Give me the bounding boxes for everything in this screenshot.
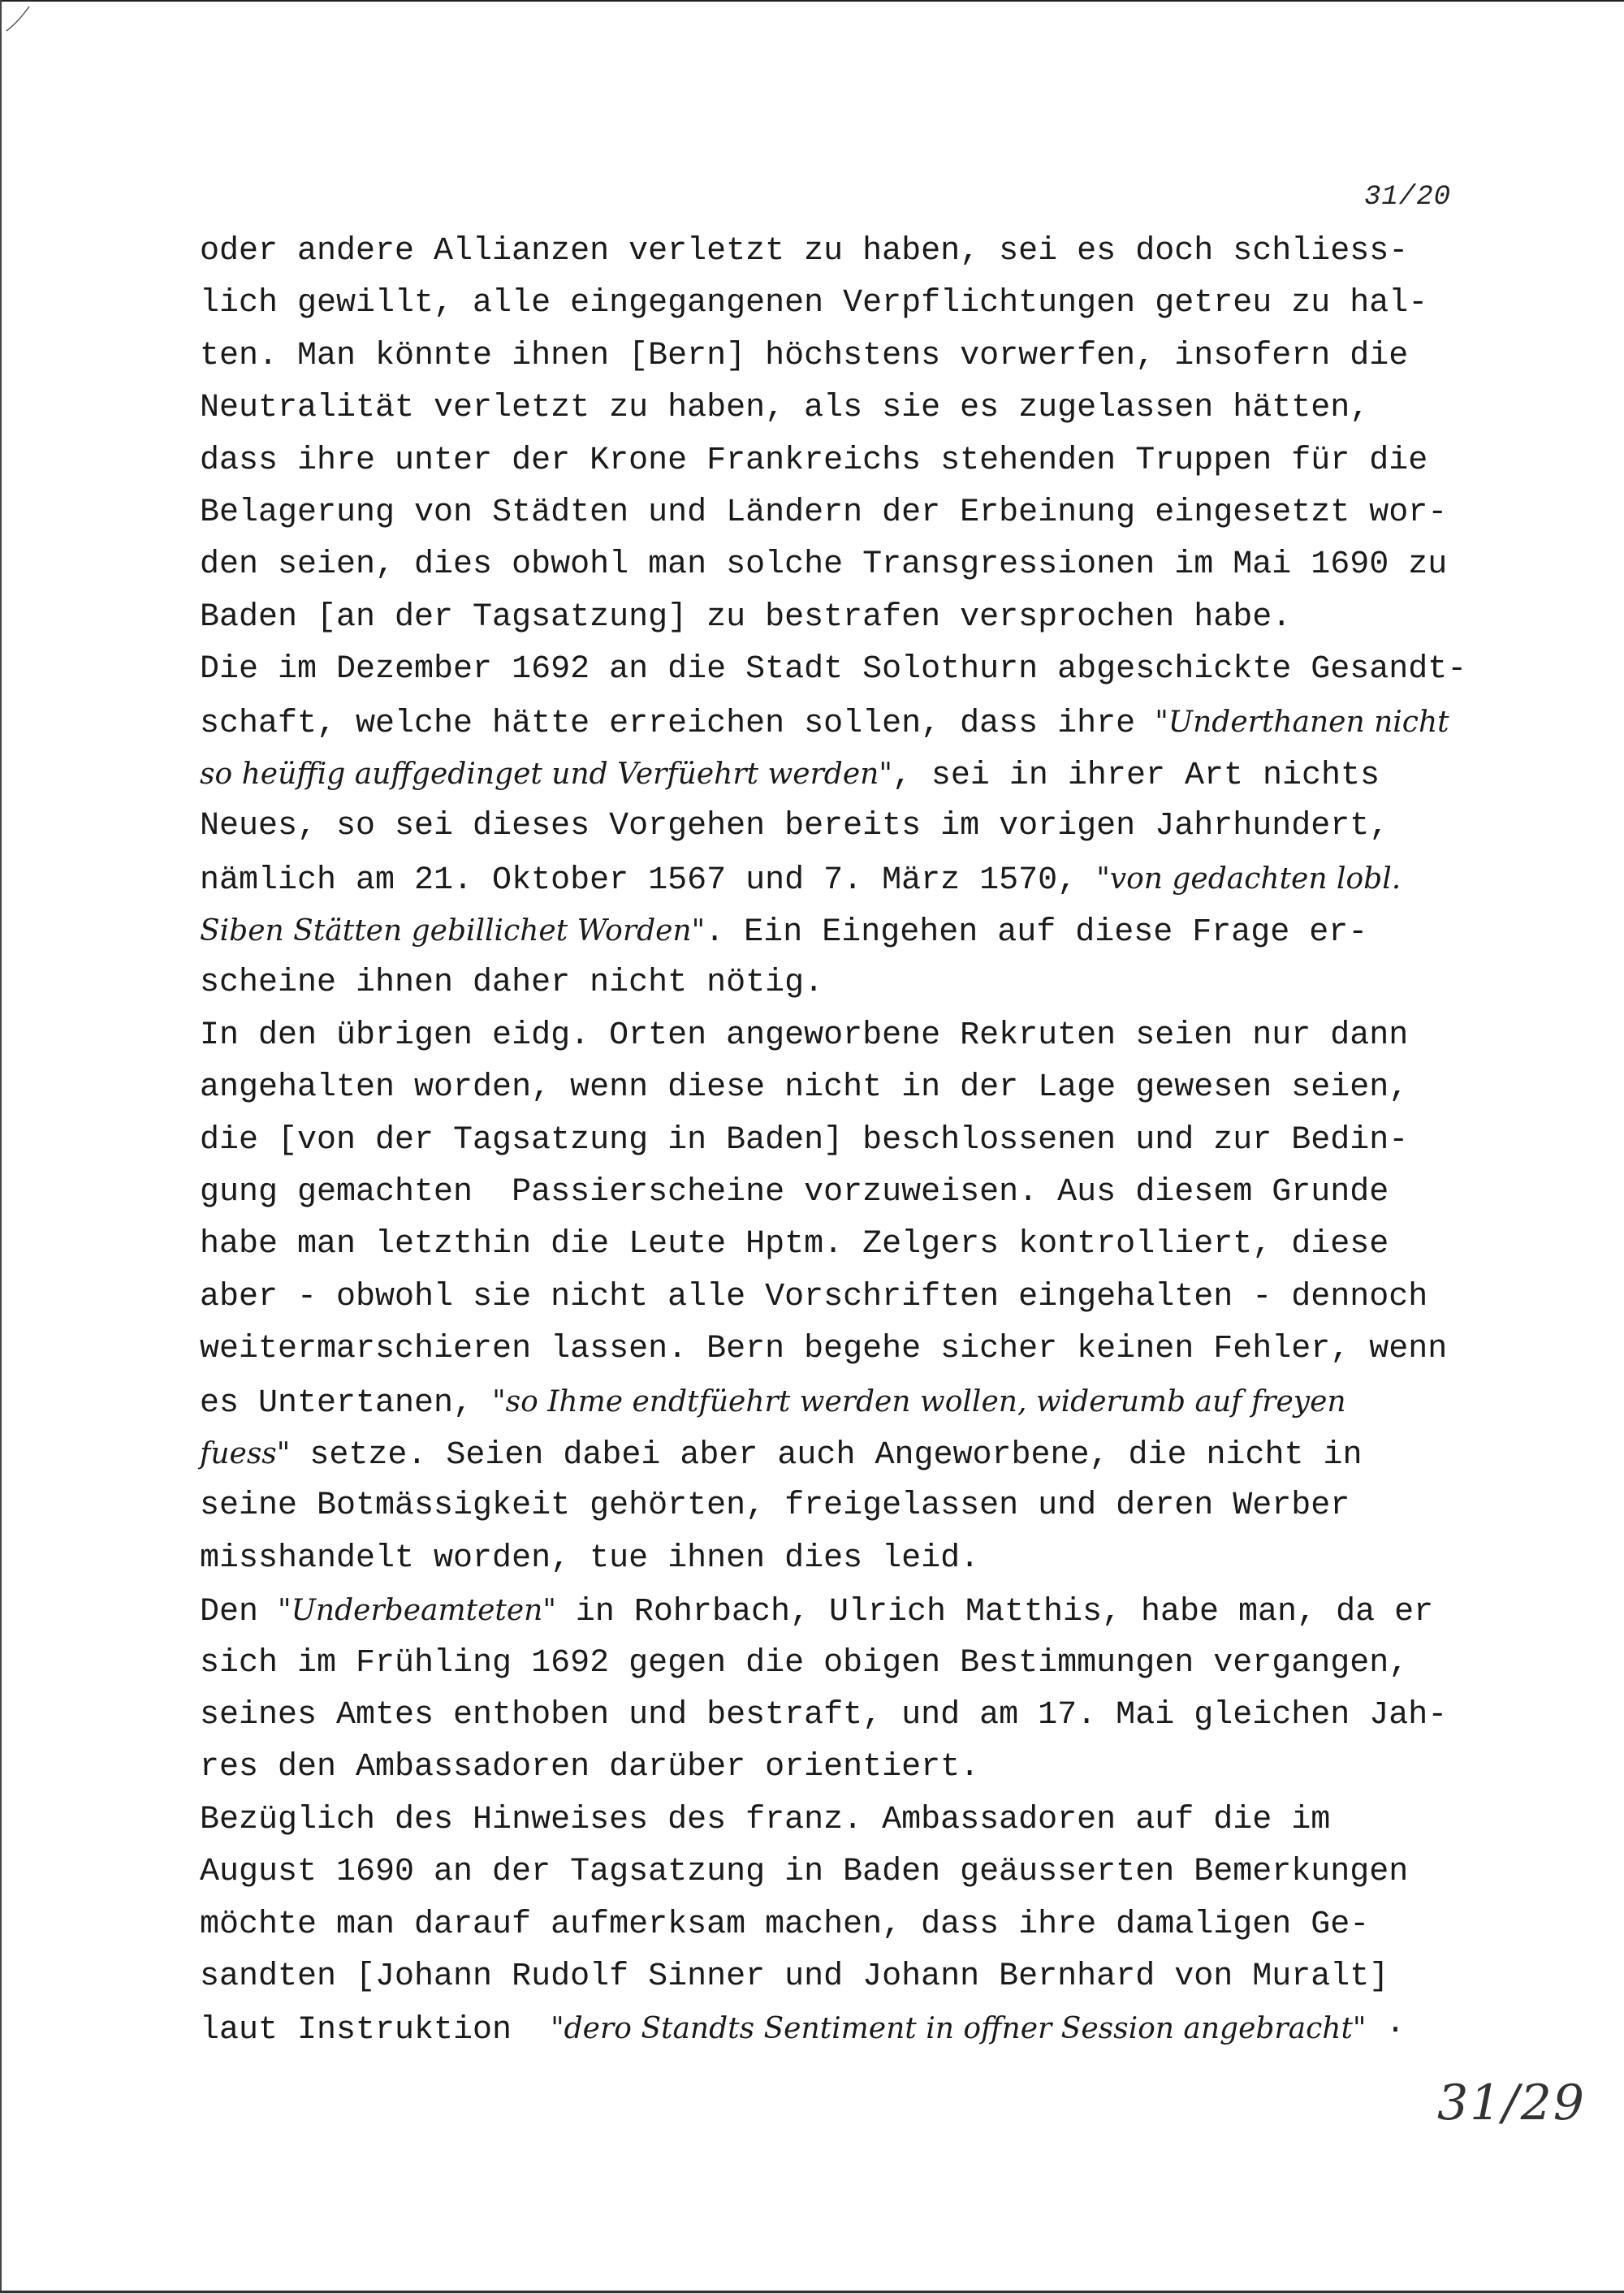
line-text: , sei in ihrer Art nichts — [892, 757, 1380, 794]
text-line — [200, 1533, 1515, 1585]
line-text: Bezüglich des Hinweises des franz. Ambassadoren auf die im — [200, 1801, 1331, 1838]
line-text: Neues, so sei dieses Vorgehen bereits im vorigen Jahrhundert, — [200, 808, 1389, 845]
quoted-italic-text: "von gedachten lobl. — [1096, 861, 1402, 896]
text-line — [200, 1219, 1515, 1271]
line-text: schaft, welche hätte erreichen sollen, dass ihre — [200, 705, 1155, 742]
text-line — [200, 1062, 1515, 1114]
line-text: sandten [Johann Rudolf Sinner und Johann Bernhard von Muralt] — [200, 1958, 1389, 1995]
line-text: seines Amtes enthoben und bestraft, und am 17. Mai gleichen Jah- — [200, 1696, 1448, 1734]
text-line — [200, 801, 1515, 853]
line-text: August 1690 an der Tagsatzung in Baden geäusserten Bemerkungen — [200, 1854, 1409, 1891]
line-text: dass ihre unter der Krone Frankreichs stehenden Truppen für die — [200, 442, 1428, 479]
text-line — [200, 539, 1515, 591]
line-text: lich gewillt, alle eingegangenen Verpflichtungen getreu zu hal- — [200, 285, 1428, 322]
corner-scan-mark — [5, 3, 37, 36]
line-text: angehalten worden, wenn diese nicht in der Lage gewesen seien, — [200, 1069, 1409, 1107]
quoted-italic-text: "Underbeamteten" — [278, 1594, 556, 1628]
text-line — [200, 1376, 1515, 1428]
text-line — [200, 853, 1515, 905]
text-line — [200, 644, 1515, 696]
quoted-italic-text: "Underthanen nicht — [1155, 705, 1449, 739]
line-text: seine Botmässigkeit gehörten, freigelassen und deren Werber — [200, 1488, 1350, 1525]
line-text: res den Ambassadoren darüber orientiert. — [200, 1749, 980, 1786]
text-line — [200, 1428, 1515, 1480]
page-reference: 31/20 — [1364, 182, 1452, 213]
text-line — [200, 1742, 1515, 1794]
line-text: die [von der Tagsatzung in Baden] beschlossenen und zur Bedin- — [200, 1121, 1409, 1159]
line-text: sich im Frühling 1692 gegen die obigen Bestimmungen vergangen, — [200, 1644, 1409, 1682]
text-line — [200, 1010, 1515, 1062]
text-line — [200, 487, 1515, 539]
line-text: nämlich am 21. Oktober 1567 und 7. März 1570, — [200, 861, 1097, 899]
text-line — [200, 1794, 1515, 1846]
text-line — [200, 1846, 1515, 1898]
line-text: habe man letzthin die Leute Hptm. Zelgers kontrolliert, diese — [200, 1226, 1389, 1263]
page-border-top — [0, 0, 1624, 2]
text-line — [200, 330, 1515, 382]
line-text: Baden [an der Tagsatzung] zu bestrafen versprochen habe. — [200, 598, 1292, 636]
text-line — [200, 1167, 1515, 1219]
line-text: laut Instruktion — [200, 2012, 551, 2049]
line-text: oder andere Allianzen verletzt zu haben, sei es doch schliess- — [200, 233, 1409, 270]
text-line — [200, 1272, 1515, 1324]
text-line — [200, 592, 1515, 644]
quoted-italic-text: so heüffig auffgedinget und Verfüehrt werden" — [200, 757, 892, 791]
folio-handwritten: 31/29 — [1437, 2075, 1586, 2131]
text-line — [200, 382, 1515, 434]
line-text: gung gemachten Passierscheine vorzuweisen. Aus diesem Grunde — [200, 1174, 1389, 1211]
line-text: · — [1366, 2012, 1406, 2049]
text-line — [200, 1480, 1515, 1532]
text-line — [200, 2003, 1515, 2055]
document-body — [200, 226, 1515, 2056]
line-text: misshandelt worden, tue ihnen dies leid. — [200, 1539, 980, 1577]
text-line — [200, 1899, 1515, 1951]
text-line — [200, 435, 1515, 487]
line-text: ten. Man könnte ihnen [Bern] höchstens vorwerfen, insofern die — [200, 337, 1409, 374]
line-text: den seien, dies obwohl man solche Transgressionen im Mai 1690 zu — [200, 546, 1448, 584]
line-text: in Rohrbach, Ulrich Matthis, habe man, da er — [555, 1594, 1434, 1631]
line-text: scheine ihnen daher nicht nötig. — [200, 965, 824, 1002]
line-text: es Untertanen, — [200, 1384, 493, 1422]
line-text: aber - obwohl sie nicht alle Vorschriften eingehalten - dennoch — [200, 1278, 1428, 1315]
line-text: Den — [200, 1594, 279, 1631]
line-text: . Ein Eingehen auf diese Frage er- — [705, 914, 1368, 952]
line-text: Die im Dezember 1692 an die Stadt Solothurn abgeschickte Gesandt- — [200, 651, 1467, 689]
text-line — [200, 1951, 1515, 2003]
text-line — [200, 1690, 1515, 1742]
line-text: setze. Seien dabei aber auch Angeworbene, die nicht in — [290, 1436, 1363, 1474]
text-line — [200, 1324, 1515, 1375]
text-line — [200, 957, 1515, 1009]
text-line — [200, 278, 1515, 330]
text-line — [200, 697, 1515, 749]
quoted-italic-text: Siben Stätten gebillichet Worden" — [200, 914, 706, 948]
text-line — [200, 905, 1515, 957]
line-text: Neutralität verletzt zu haben, als sie es zugelassen hätten, — [200, 390, 1370, 427]
text-line — [200, 1115, 1515, 1167]
line-text: Belagerung von Städten und Ländern der Erbeinung eingesetzt wor- — [200, 494, 1448, 531]
page-border-left — [0, 0, 2, 2293]
quoted-italic-text: "dero Standts Sentiment in offner Session angebracht" — [551, 2012, 1367, 2046]
text-line — [200, 749, 1515, 801]
text-line — [200, 1585, 1515, 1637]
quoted-italic-text: "so Ihme endtfüehrt werden wollen, widerumb auf freyen — [492, 1384, 1346, 1419]
line-text: In den übrigen eidg. Orten angeworbene Rekruten seien nur dann — [200, 1017, 1409, 1054]
text-line — [200, 226, 1515, 278]
text-line — [200, 1638, 1515, 1690]
quoted-italic-text: fuess" — [200, 1436, 291, 1470]
line-text: möchte man darauf aufmerksam machen, dass ihre damaligen Ge- — [200, 1906, 1370, 1943]
line-text: weitermarschieren lassen. Bern begehe sicher keinen Fehler, wenn — [200, 1331, 1448, 1368]
